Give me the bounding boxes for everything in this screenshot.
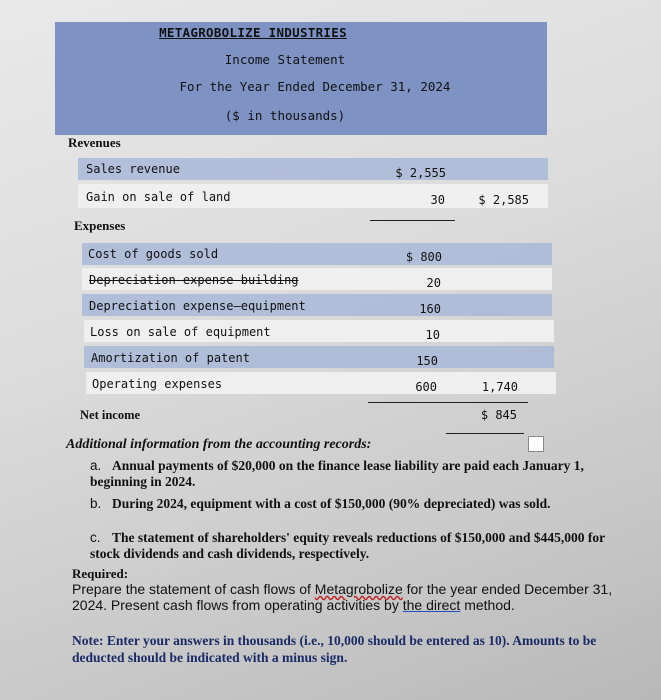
expense-item-amount: 160 bbox=[419, 302, 441, 316]
expense-item-label: Depreciation expense—equipment bbox=[89, 299, 306, 313]
expense-item-label: Loss on sale of equipment bbox=[90, 325, 271, 339]
required-text-part: Prepare the statement of cash flows of bbox=[72, 581, 315, 597]
item-text: During 2024, equipment with a cost of $150,000 (90% depreciated) was sold. bbox=[112, 496, 551, 511]
statement-period: For the Year Ended December 31, 2024 bbox=[179, 79, 451, 94]
net-income-label: Net income bbox=[80, 408, 141, 422]
additional-item bbox=[90, 530, 618, 562]
item-marker: a. bbox=[90, 458, 102, 473]
company-name: METAGROBOLIZE INDUSTRIES bbox=[159, 25, 347, 40]
statement-header bbox=[55, 22, 547, 135]
item-text: Annual payments of $20,000 on the finance lease liability are paid each January 1, beginning in 2024. bbox=[90, 458, 584, 489]
expense-item-amount: 150 bbox=[416, 354, 438, 368]
expense-item-amount: $ 800 bbox=[405, 250, 442, 264]
statement-title: Income Statement bbox=[224, 52, 346, 67]
additional-info-title: Additional information from the accounting records: bbox=[66, 437, 372, 452]
item-text: The statement of shareholders' equity reveals reductions of $150,000 and $445,000 for stock dividends and cash dividends, respectively. bbox=[90, 530, 605, 561]
additional-item bbox=[90, 458, 620, 490]
instructions-note: Note: Enter your answers in thousands (i.e., 10,000 should be entered as 10). Amounts to be deducted should be indicated with a minus sign. bbox=[72, 633, 597, 665]
net-income-amount: $ 845 bbox=[480, 408, 517, 422]
expense-item-label: Depreciation expense—building bbox=[89, 273, 299, 287]
required-title: Required: bbox=[72, 566, 129, 581]
required-text-part: for the year ended December 31, 2024. Present cash flows from operating activities by bbox=[72, 581, 613, 613]
expenses-heading: Expenses bbox=[74, 218, 126, 233]
method-link: the direct bbox=[402, 597, 461, 613]
expense-item-label: Operating expenses bbox=[92, 377, 223, 391]
expense-item-label: Amortization of patent bbox=[91, 351, 250, 365]
double-rule bbox=[446, 433, 524, 434]
total-rule bbox=[368, 402, 528, 403]
revenue-item-label: Sales revenue bbox=[86, 162, 180, 176]
revenue-item-amount: 30 bbox=[430, 193, 445, 207]
required-text-part: method. bbox=[460, 597, 515, 613]
statement-units: ($ in thousands) bbox=[224, 108, 346, 123]
checkbox[interactable] bbox=[528, 436, 544, 452]
required-text bbox=[72, 581, 632, 613]
revenue-item-label: Gain on sale of land bbox=[86, 190, 231, 204]
expense-item-label: Cost of goods sold bbox=[88, 247, 219, 261]
expense-item-amount: 10 bbox=[425, 328, 440, 342]
item-marker: b. bbox=[90, 496, 102, 511]
expense-item-amount: 20 bbox=[426, 276, 441, 290]
expense-item-amount: 600 bbox=[415, 380, 437, 394]
company-name-inline: Metagrobolize bbox=[314, 581, 403, 597]
revenue-item-amount: $ 2,555 bbox=[395, 166, 446, 180]
expenses-total: 1,740 bbox=[481, 380, 518, 394]
subtotal-rule bbox=[370, 220, 455, 221]
revenues-total: $ 2,585 bbox=[478, 193, 529, 207]
item-marker: c. bbox=[90, 530, 101, 545]
revenues-heading: Revenues bbox=[68, 135, 121, 150]
additional-item bbox=[90, 496, 610, 512]
